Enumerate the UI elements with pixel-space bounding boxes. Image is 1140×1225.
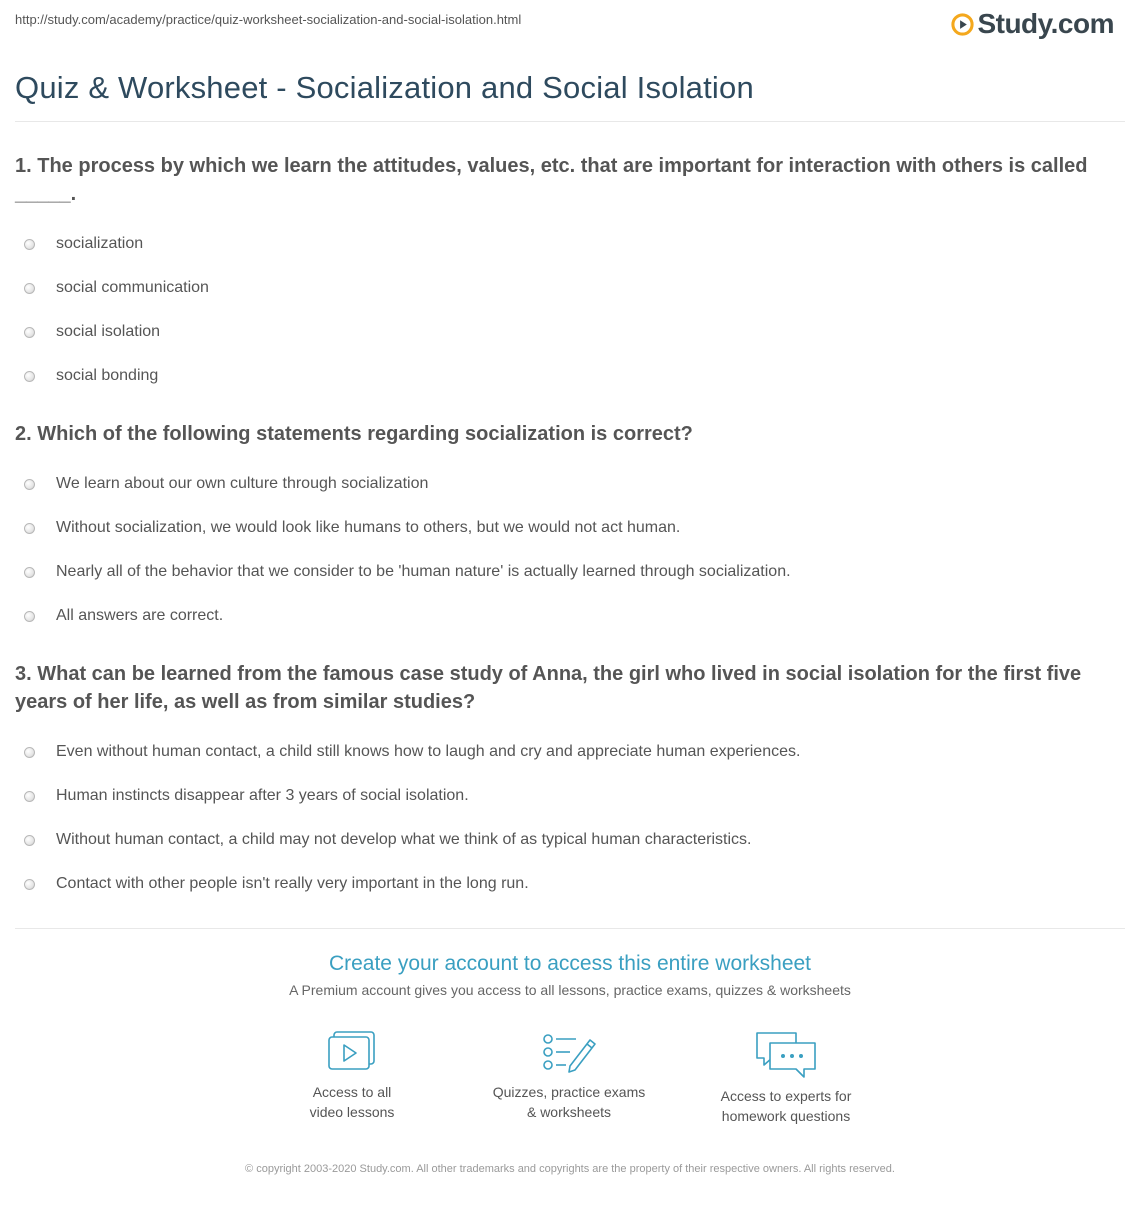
- answer-option[interactable]: [15, 774, 1125, 818]
- answer-label: socialization: [56, 235, 144, 252]
- radio-button[interactable]: [24, 611, 35, 622]
- answer-label: Even without human contact, a child still knows how to laugh and cry and appreciate human experiences.: [56, 743, 801, 760]
- answer-label: social communication: [56, 279, 209, 296]
- feature-experts: [686, 1030, 886, 1126]
- page-title: Quiz & Worksheet - Socialization and Social Isolation: [15, 70, 754, 105]
- question-text: 1. The process by which we learn the attitudes, values, etc. that are important for interaction with others is called _____.: [15, 155, 1088, 205]
- premium-description: A Premium account gives you access to all lessons, practice exams, quizzes & worksheets: [289, 982, 851, 998]
- answer-label: Nearly all of the behavior that we consider to be 'human nature' is actually learned through socialization.: [56, 563, 791, 580]
- question-3: [15, 660, 1125, 906]
- answer-label: Contact with other people isn't really very important in the long run.: [56, 875, 529, 892]
- feature-label: Access to experts for homework questions: [720, 1088, 852, 1124]
- copyright-notice: © copyright 2003-2020 Study.com. All other trademarks and copyrights are the property of their respective owners. All rights reserved.: [245, 1163, 895, 1175]
- logo-text: Study.com: [977, 8, 1114, 39]
- answer-option[interactable]: [15, 310, 1125, 354]
- radio-button[interactable]: [24, 791, 35, 802]
- answer-options: [15, 730, 1125, 906]
- video-lessons-icon: [326, 1030, 378, 1076]
- radio-button[interactable]: [24, 835, 35, 846]
- radio-button[interactable]: [24, 371, 35, 382]
- answer-option[interactable]: [15, 506, 1125, 550]
- answer-label: social isolation: [56, 323, 161, 340]
- question-2: [15, 420, 1125, 638]
- answer-label: Without socialization, we would look like humans to others, but we would not act human.: [56, 519, 681, 536]
- radio-button[interactable]: [24, 239, 35, 250]
- answer-label: All answers are correct.: [56, 607, 224, 624]
- radio-button[interactable]: [24, 523, 35, 534]
- feature-label: Quizzes, practice exams & worksheets: [492, 1084, 646, 1120]
- answer-option[interactable]: [15, 266, 1125, 310]
- answer-label: Without human contact, a child may not develop what we think of as typical human characteristics.: [56, 831, 752, 848]
- radio-button[interactable]: [24, 283, 35, 294]
- radio-button[interactable]: [24, 567, 35, 578]
- answer-option[interactable]: [15, 730, 1125, 774]
- answer-label: Human instincts disappear after 3 years of social isolation.: [56, 787, 469, 804]
- question-text: 2. Which of the following statements regarding socialization is correct?: [15, 423, 693, 445]
- create-account-link[interactable]: Create your account to access this entire worksheet: [328, 952, 812, 975]
- answer-option[interactable]: [15, 222, 1125, 266]
- answer-label: social bonding: [56, 367, 159, 384]
- radio-button[interactable]: [24, 479, 35, 490]
- chat-bubbles-icon: [754, 1030, 818, 1080]
- radio-button[interactable]: [24, 879, 35, 890]
- question-text: 3. What can be learned from the famous case study of Anna, the girl who lived in social isolation for the first five years of her life, as well as from similar studies?: [15, 663, 1082, 713]
- answer-options: [15, 222, 1125, 398]
- radio-button[interactable]: [24, 327, 35, 338]
- quiz-checklist-icon: [540, 1030, 598, 1076]
- title-divider: [15, 121, 1125, 122]
- section-divider: [15, 928, 1125, 929]
- answer-option[interactable]: [15, 354, 1125, 398]
- answer-option[interactable]: [15, 818, 1125, 862]
- radio-button[interactable]: [24, 747, 35, 758]
- answer-option[interactable]: [15, 594, 1125, 638]
- feature-label: Access to all video lessons: [309, 1084, 395, 1120]
- play-circle-icon: [951, 13, 974, 36]
- answer-option[interactable]: [15, 862, 1125, 906]
- feature-video-lessons: [252, 1030, 452, 1122]
- answer-label: We learn about our own culture through socialization: [56, 475, 429, 492]
- feature-quizzes: [469, 1030, 669, 1122]
- question-1: [15, 152, 1125, 398]
- study-com-logo[interactable]: [951, 8, 1114, 40]
- page-url: http://study.com/academy/practice/quiz-worksheet-socialization-and-social-isolation.html: [15, 12, 522, 27]
- question-list: [15, 152, 1125, 928]
- answer-option[interactable]: [15, 462, 1125, 506]
- answer-options: [15, 462, 1125, 638]
- answer-option[interactable]: [15, 550, 1125, 594]
